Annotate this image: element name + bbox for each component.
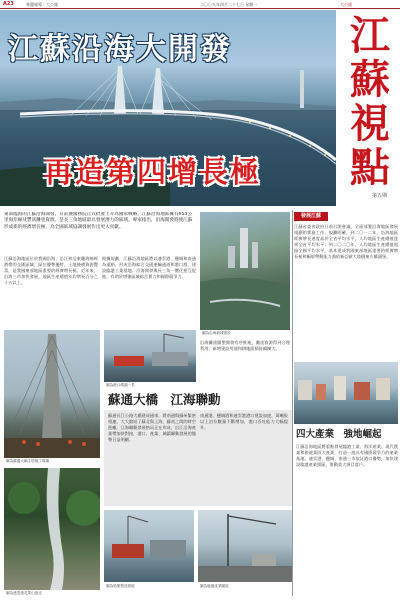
section-label: 專題報導｜大公報	[26, 2, 58, 7]
caption-port: 圖為港口碼頭一景	[106, 383, 135, 387]
sidebar-heading: 發展江蘇	[294, 212, 328, 221]
waterfront-illustration	[294, 362, 398, 424]
issue-tag: 第五期	[372, 193, 388, 199]
body-column-2: 根據規劃，江蘇沿海地區將以連雲港、鹽城和南通為重點，形成沿海綜合交通運輸通道和港口群，建設臨港工業基地。沿海開發與長三角一體化相互促進，有助於增強區域綜合實力和國際競爭力。	[102, 256, 196, 279]
hero-bridge-photo	[0, 10, 336, 206]
caption-falls: 圖為連雲港花果山風光	[6, 591, 42, 595]
caption-city: 圖為沿海新城建設	[202, 331, 231, 335]
column-title-char-1: 江	[350, 12, 390, 59]
crane-illustration	[198, 510, 292, 582]
mid-section-heading: 蘇通大橋 江海聯動	[108, 392, 221, 407]
industries-heading: 四大產業 強地崛起	[296, 429, 382, 440]
pier-illustration	[4, 330, 100, 458]
body-column-1: 江蘇沿海地區位於我國沿海、沿江和沿東隴海線經濟帶的交匯區域，區位優勢獨特，土地後備資源豐富，是我國東部地區重要的經濟增長極。近年來，沿海三市加快發展，地區生產總值年均增長百分之十五以上。	[4, 256, 98, 285]
waterfront-photo	[294, 362, 398, 424]
column-title-char-2: 蘇	[350, 56, 390, 103]
header-strip	[0, 0, 400, 9]
caption-pier: 圖為蘇通大橋主塔施工現場	[6, 459, 50, 463]
shipyard-photo	[104, 510, 194, 582]
sidebar-text: 江蘇省委省政府日前召開會議，全面部署沿海地區發展規劃的實施工作。規劃明確，到二〇一二年，沿海地區經濟增長速度高於全省平均水平，人均地區生產總值達到全省平均水平；到二〇二〇年，人均地區生產總值超過全國平均水平，基本建成我國東部地區重要的經濟增長極和輻射帶動能力強的新亞歐大陸橋東方橋頭堡。	[294, 224, 398, 259]
mid-text-left: 蘇通長江公路大橋建成通車，將南通與蘇州緊密相連，大大縮短了蘇北與上海、蘇南之間的時空距離。江海聯動發展格局正在形成，沿江沿海產業帶加快對接，港口、產業、城鎮聯動發展的態勢日益明顯。	[108, 413, 196, 442]
column-title-char-3: 視	[350, 100, 390, 147]
industries-text: 江蘇沿海地區將重點發展臨港工業、海洋產業、現代農業和旅遊業四大產業，打造一批具有國際競爭力的產業基地。連雲港、鹽城、南通三市依託港口優勢，加快建設臨港產業園區，推動重大項目落戶。	[296, 444, 398, 467]
column-divider	[292, 210, 293, 596]
shipyard-illustration	[104, 510, 194, 582]
port-photo	[104, 330, 196, 382]
bridge-pier-photo	[4, 330, 100, 458]
city-illustration	[200, 212, 290, 330]
waterfall-photo	[4, 468, 100, 590]
caption-crane: 圖為臨港產業園區	[200, 584, 229, 588]
city-aerial-photo	[200, 212, 290, 330]
column-title-char-4: 點	[350, 144, 390, 191]
caption-ships: 圖為船舶製造基地	[106, 584, 135, 588]
hero-subtitle: 再造第四增長極	[44, 155, 262, 189]
mid-text-right: 南通港、鹽城港和連雲港港口建設加速，萬噸級以上泊位數量不斷增加，港口吞吐能力大幅提升。	[200, 413, 288, 430]
page-number: A23	[3, 1, 14, 7]
body-column-3: 沿海灘塗圍墾開發有序推進，灘塗資源得到合理利用，新增建設用地和耕地面積持續擴大。	[200, 340, 290, 351]
crane-photo	[198, 510, 292, 582]
issue-date: 二〇〇九年四月二十七日 星期一	[200, 2, 258, 7]
waterfall-illustration	[4, 468, 100, 590]
hero-title: 江蘇沿海大開發	[8, 32, 232, 67]
edition-label: 大公報	[340, 2, 352, 7]
column-title-panel	[338, 10, 400, 206]
lead-paragraph: 東部臨海的江蘇沿海開發，日前獲國務院正式批准上升為國家戰略。江蘇沿海地區擁有954公里海岸線及豐富灘塗資源，是長三角地區最具發展潛力的區域。專家指出，沿海開發將使江蘇形成新的經濟增長極，為全國區域協調發展作出更大貢獻。	[4, 212, 193, 230]
port-illustration	[104, 330, 196, 382]
